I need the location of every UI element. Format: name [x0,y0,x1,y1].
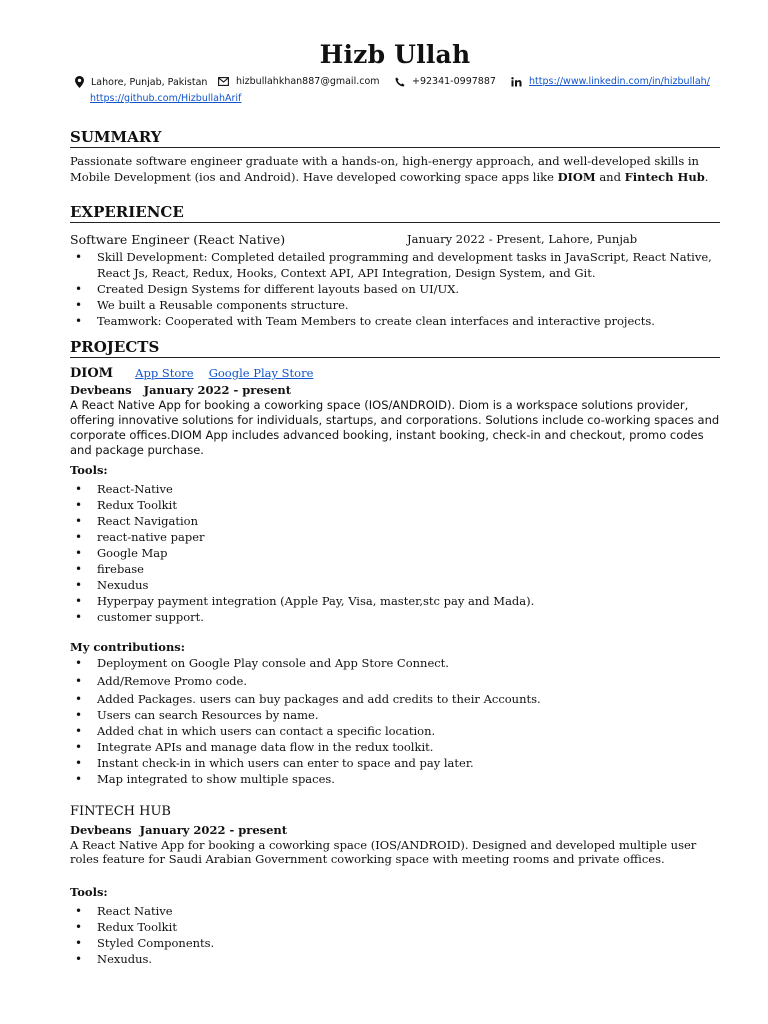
job-dates: January 2022 - Present, Lahore, Punjab [407,232,638,246]
fintech-tools-list [70,903,720,967]
envelope-icon [218,77,229,86]
diom-description: A React Native App for booking a coworking space (IOS/ANDROID). Diom is a workspace solutions provider, offering innovative solutions for individuals, startups, and corporations. Solutions include co-working spaces and corporate offices.DIOM App includes advanced booking, instant booking, check-in and checkout, promo codes and package purchase. [70,398,720,457]
list-item: • Add/Remove Promo code. [70,673,720,689]
fintech-tools-label: Tools: [70,885,108,899]
summary-text [70,153,720,185]
list-item: • Skill Development: Completed detailed programming and development tasks in JavaScript, React Native, React Js, React, Redux, Hooks, Context API, API Integration, Design System, and Git. [70,249,720,281]
diom-tools-list [70,481,720,625]
email-text[interactable]: hizbullahkhan887@gmail.com [236,76,380,87]
fintech-description: A React Native App for booking a coworking space (IOS/ANDROID). Designed and developed multiple user roles feature for Saudi Arabian Government coworking space with meeting rooms and private offices. [70,838,697,866]
list-item: • Created Design Systems for different layouts based on UI/UX. [70,281,720,297]
summary-text-part: . [704,170,709,184]
list-item: • Teamwork: Cooperated with Team Members to create clean interfaces and interactive projects. [70,313,720,329]
projects-heading: PROJECTS [70,338,720,358]
contact-email[interactable] [218,76,380,87]
list-item: • React-Native [70,481,720,497]
list-item: • customer support. [70,609,720,625]
experience-role-row [70,231,720,248]
list-item: • Nexudus [70,577,720,593]
contact-linkedin[interactable] [511,76,710,87]
experience-section [70,203,720,329]
diom-contrib-label: My contributions: [70,640,186,654]
job-title: Software Engineer (React Native) [70,232,286,247]
summary-bold-diom: DIOM [557,170,596,184]
contact-phone[interactable] [395,76,496,87]
list-item: • react-native paper [70,529,720,545]
project-name-diom: DIOM [70,366,114,381]
diom-tools-label: Tools: [70,463,108,477]
fintech-company-dates: Devbeans January 2022 - present [70,823,288,837]
summary-section [70,128,720,185]
summary-bold-fintech: Fintech Hub [624,170,705,184]
list-item: • Users can search Resources by name. [70,707,720,723]
candidate-name: Hizb Ullah [319,40,471,69]
play-store-link[interactable]: Google Play Store [208,366,314,380]
projects-section [70,338,720,967]
diom-title-row [70,364,720,382]
location-text: Lahore, Punjab, Pakistan [91,76,208,88]
contact-bar [70,76,720,114]
linkedin-link[interactable]: https://www.linkedin.com/in/hizbullah/ [529,76,710,87]
list-item: • Instant check-in in which users can enter to space and pay later. [70,755,720,771]
list-item: • Deployment on Google Play console and App Store Connect. [70,655,720,671]
list-item: • Nexudus. [70,951,720,967]
summary-text-part: Passionate software engineer graduate with a hands-on, high-energy approach, and well-developed skills in Mobile Development (ios and Android). Have developed coworking space apps like [70,154,699,184]
summary-heading: SUMMARY [70,128,720,148]
list-item: • We built a Reusable components structure. [70,297,720,313]
contact-github[interactable] [90,93,241,104]
list-item: • Integrate APIs and manage data flow in the redux toolkit. [70,739,720,755]
experience-bullets [70,249,720,329]
experience-heading: EXPERIENCE [70,203,720,223]
list-item: • Map integrated to show multiple spaces. [70,771,720,787]
summary-text-part: and [595,170,625,184]
list-item: • firebase [70,561,720,577]
github-link[interactable]: https://github.com/HizbullahArif [90,93,242,104]
list-item: • Added chat in which users can contact a specific location. [70,723,720,739]
list-item: • Redux Toolkit [70,497,720,513]
list-item: • Hyperpay payment integration (Apple Pay, Visa, master,stc pay and Mada). [70,593,720,609]
phone-icon [395,77,405,87]
contact-location [75,76,207,88]
list-item: • React Native [70,903,720,919]
project-name-fintech: FINTECH HUB [70,804,171,819]
phone-text[interactable]: +92341-0997887 [412,76,496,87]
app-store-link[interactable]: App Store [135,366,194,380]
diom-contributions-list [70,655,720,787]
resume-page [70,40,720,967]
location-pin-icon [75,76,84,88]
list-item: • React Navigation [70,513,720,529]
linkedin-icon [511,77,522,87]
list-item: • Added Packages. users can buy packages and add credits to their Accounts. [70,691,720,707]
list-item: • Styled Components. [70,935,720,951]
diom-company-dates: Devbeans January 2022 - present [70,383,292,397]
list-item: • Google Map [70,545,720,561]
list-item: • Redux Toolkit [70,919,720,935]
